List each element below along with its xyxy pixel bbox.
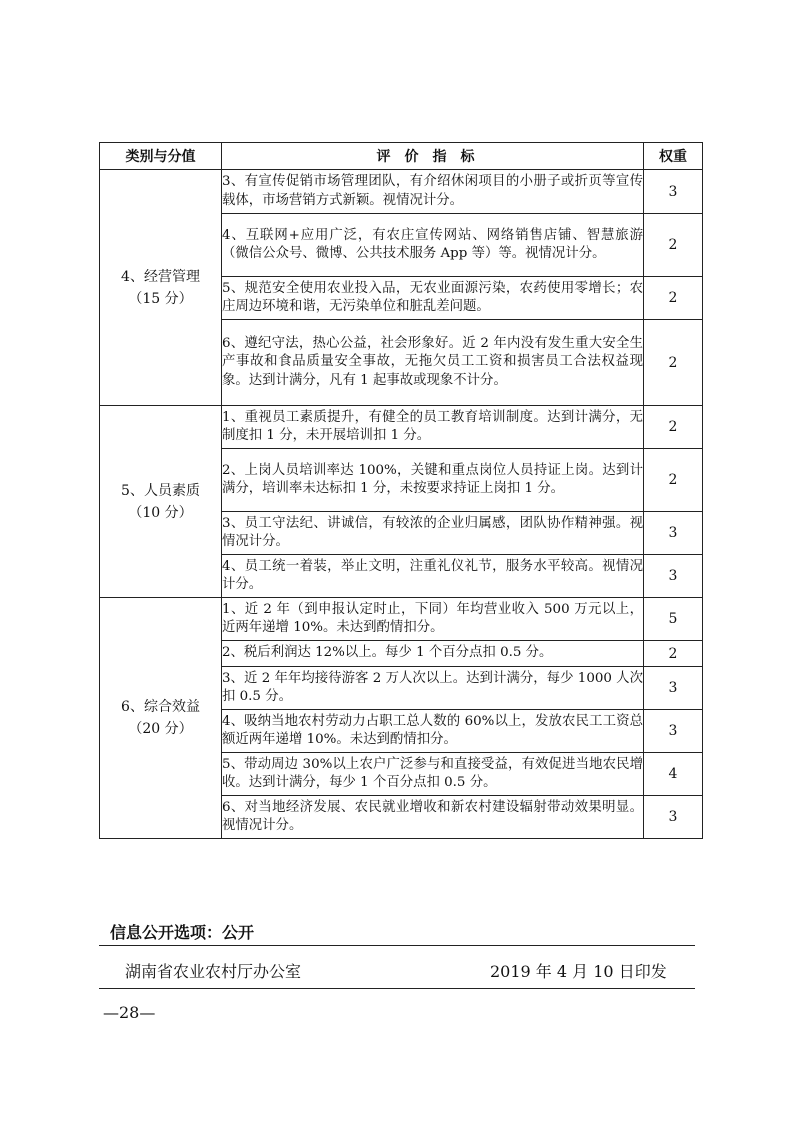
footer-rule-top xyxy=(99,945,695,946)
weight-cell: 3 xyxy=(644,170,703,214)
weight-cell: 3 xyxy=(644,667,703,710)
indicator-cell: 4、员工统一着装，举止文明，注重礼仪礼节，服务水平较高。视情况计分。 xyxy=(222,555,644,598)
weight-cell: 3 xyxy=(644,555,703,598)
category-score: （20 分） xyxy=(128,721,193,737)
weight-cell: 2 xyxy=(644,214,703,277)
category-score: （15 分） xyxy=(128,290,193,307)
indicator-cell: 2、税后利润达 12%以上。每少 1 个百分点扣 0.5 分。 xyxy=(222,641,644,667)
category-name: 6、综合效益 xyxy=(121,699,200,715)
disclosure-label: 信息公开选项：公开 xyxy=(110,923,255,942)
indicator-cell: 6、对当地经济发展、农民就业增收和新农村建设辐射带动效果明显。视情况计分。 xyxy=(222,796,644,839)
issuing-office: 湖南省农业农村厅办公室 xyxy=(125,962,302,981)
weight-cell: 5 xyxy=(644,598,703,641)
weight-cell: 2 xyxy=(644,641,703,667)
weight-cell: 2 xyxy=(644,320,703,406)
category-score: （10 分） xyxy=(128,504,193,521)
indicator-cell: 5、规范安全使用农业投入品，无农业面源污染，农药使用零增长；农庄周边环境和谐，无污染单位和脏乱差问题。 xyxy=(222,277,644,320)
table-row xyxy=(100,170,703,214)
footer-rule-bottom xyxy=(99,988,695,989)
indicator-cell: 3、有宣传促销市场管理团队，有介绍休闲项目的小册子或折页等宣传载体，市场营销方式新颖。视情况计分。 xyxy=(222,170,644,214)
weight-cell: 3 xyxy=(644,796,703,839)
weight-cell: 2 xyxy=(644,277,703,320)
category-cell xyxy=(100,598,222,839)
header-category: 类别与分值 xyxy=(100,143,222,170)
issue-date: 2019 年 4 月 10 日印发 xyxy=(490,962,667,981)
weight-cell: 3 xyxy=(644,512,703,555)
weight-cell: 2 xyxy=(644,406,703,449)
table-row xyxy=(100,406,703,449)
indicator-cell: 4、互联网+应用广泛，有农庄宣传网站、网络销售店铺、智慧旅游（微信公众号、微博、公共技术服务 App 等）等。视情况计分。 xyxy=(222,214,644,277)
category-name: 5、人员素质 xyxy=(121,482,200,499)
category-name: 4、经营管理 xyxy=(121,268,200,285)
header-indicator: 评价指标 xyxy=(222,143,644,170)
table-header-row xyxy=(100,143,703,170)
indicator-cell: 5、带动周边 30%以上农户广泛参与和直接受益，有效促进当地农民增收。达到计满分，每少 1 个百分点扣 0.5 分。 xyxy=(222,753,644,796)
category-cell xyxy=(100,406,222,598)
indicator-cell: 6、遵纪守法，热心公益，社会形象好。近 2 年内没有发生重大安全生产事故和食品质量安全事故，无拖欠员工工资和损害员工合法权益现象。达到计满分，凡有 1 起事故或现象不计分。 xyxy=(222,320,644,406)
weight-cell: 3 xyxy=(644,710,703,753)
category-cell xyxy=(100,170,222,406)
indicator-cell: 1、近 2 年（到申报认定时止，下同）年均营业收入 500 万元以上，近两年递增 10%。未达到酌情扣分。 xyxy=(222,598,644,641)
indicator-cell: 1、重视员工素质提升，有健全的员工教育培训制度。达到计满分，无制度扣 1 分，未开展培训扣 1 分。 xyxy=(222,406,644,449)
weight-cell: 2 xyxy=(644,449,703,512)
indicator-cell: 4、吸纳当地农村劳动力占职工总人数的 60%以上，发放农民工工资总额近两年递增 10%。未达到酌情扣分。 xyxy=(222,710,644,753)
evaluation-table xyxy=(99,142,703,839)
weight-cell: 4 xyxy=(644,753,703,796)
indicator-cell: 2、上岗人员培训率达 100%，关键和重点岗位人员持证上岗。达到计满分，培训率未达标扣 1 分，未按要求持证上岗扣 1 分。 xyxy=(222,449,644,512)
indicator-cell: 3、员工守法纪、讲诚信，有较浓的企业归属感，团队协作精神强。视情况计分。 xyxy=(222,512,644,555)
header-weight: 权重 xyxy=(644,143,703,170)
page-number: —28— xyxy=(103,1003,156,1022)
indicator-cell: 3、近 2 年年均接待游客 2 万人次以上。达到计满分，每少 1000 人次扣 0.5 分。 xyxy=(222,667,644,710)
table-row xyxy=(100,598,703,641)
